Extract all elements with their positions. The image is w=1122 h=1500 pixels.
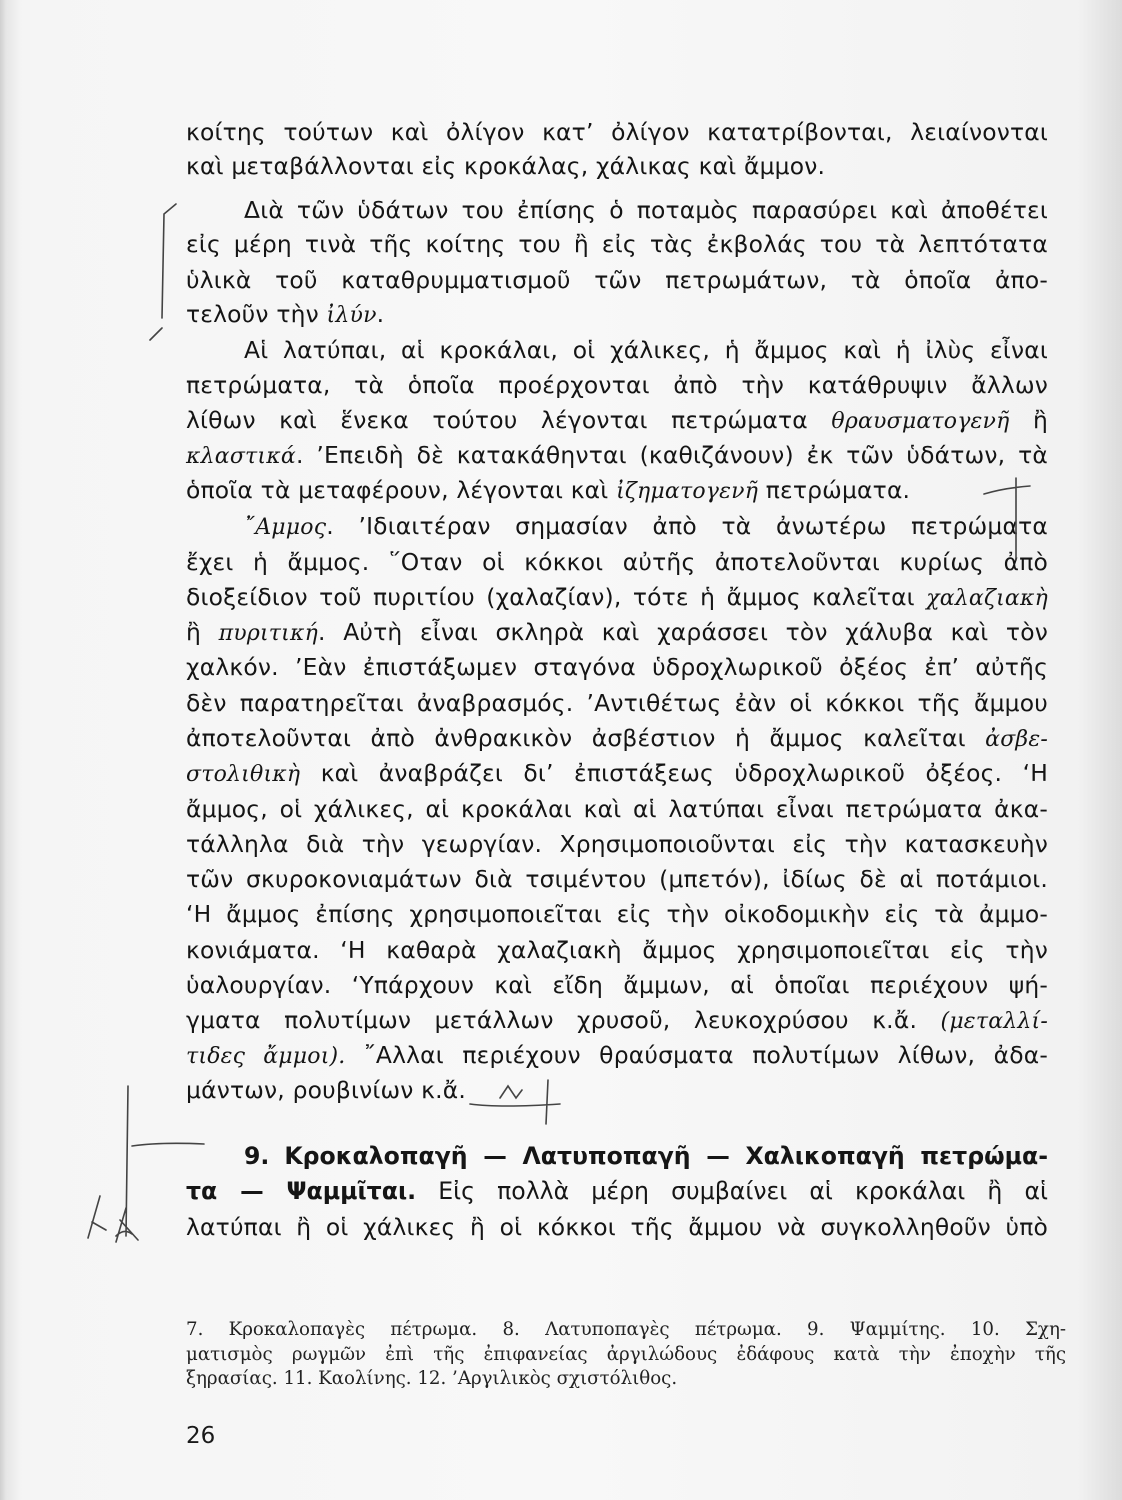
body-line: ἀποτελοῦνται ἀπὸ ἀνθρακικὸν ἀσβέστιον ἡ ἄμμος καλεῖται ἀσβε- [186,724,1048,752]
body-line: χαλκόν. ’Εὰν ἐπιστάξωμεν σταγόνα ὑδροχλωρικοῦ ὀξέος ἐπ’ αὐτῆς [186,653,1048,681]
footnote-line: 7. Κροκαλοπαγὲς πέτρωμα. 8. Λατυποπαγὲς πέτρωμα. 9. Ψαμμίτης. 10. Σχη- [186,1319,1066,1340]
body-line: διοξείδιον τοῦ πυριτίου (χαλαζίαν), τότε ἡ ἄμμος καλεῖται χαλαζιακὴ [186,583,1048,611]
page-number: 26 [186,1423,216,1449]
body-line: ἄμμος, οἱ χάλικες, αἱ κροκάλαι καὶ αἱ λατύπαι εἶναι πετρώματα ἀκα- [186,795,1048,823]
body-line: πετρώματα, τὰ ὁποῖα προέρχονται ἀπὸ τὴν κατάθρυψιν ἄλλων [186,371,1048,399]
body-line: ἔχει ἡ ἄμμος. ῞Οταν οἱ κόκκοι αὐτῆς ἀποτελοῦνται κυρίως ἀπὸ [186,548,1048,576]
body-line: ‘Η ἄμμος ἐπίσης χρησιμοποιεῖται εἰς τὴν οἰκοδομικὴν εἰς τὰ ἀμμο- [186,900,1048,928]
body-line: Αἱ λατύπαι, αἱ κροκάλαι, οἱ χάλικες, ἡ ἄμμος καὶ ἡ ἰλὺς εἶναι [244,336,1048,364]
body-line: λίθων καὶ ἕνεκα τούτου λέγονται πετρώματα θραυσματογενῆ ἢ [186,406,1048,434]
body-line: στολιθικὴ καὶ ἀναβράζει δι’ ἐπιστάξεως ὑδροχλωρικοῦ ὀξέος. ‘Η [186,759,1048,787]
body-line: μάντων, ρουβινίων κ.ἄ. [186,1076,467,1104]
footnote-line: ματισμὸς ρωγμῶν ἐπὶ τῆς ἐπιφανείας ἀργιλώδους ἐδάφους κατὰ τὴν ἐποχὴν τῆς [186,1344,1066,1365]
body-line: κλαστικά. ’Επειδὴ δὲ κατακάθηνται (καθιζάνουν) ἐκ τῶν ὑδάτων, τὰ [186,441,1048,469]
body-line: τιδες ἄμμοι). ῎Αλλαι περιέχουν θραύσματα πολυτίμων λίθων, ἀδα- [186,1041,1048,1069]
body-line: ὑλικὰ τοῦ καταθρυμματισμοῦ τῶν πετρωμάτων, τὰ ὁποῖα ἀπο- [186,266,1048,294]
body-line: τῶν σκυροκονιαμάτων διὰ τσιμέντου (μπετόν), ἰδίως δὲ αἱ ποτάμιοι. [186,865,1048,893]
body-line: γματα πολυτίμων μετάλλων χρυσοῦ, λευκοχρύσου κ.ἄ. (μεταλλί- [186,1006,1048,1034]
body-line: τελοῦν τὴν ἰλύν. [186,300,385,328]
footnote-line: ξηρασίας. 11. Καολίνης. 12. ’Αργιλικὸς σχιστόλιθος. [186,1368,678,1389]
body-line: ῎Αμμος. ’Ιδιαιτέραν σημασίαν ἀπὸ τὰ ἀνωτέρω πετρώματα [244,512,1048,540]
body-line: ὑαλουργίαν. ‘Υπάρχουν καὶ εἴδη ἄμμων, αἱ ὁποῖαι περιέχουν ψή- [186,971,1048,999]
body-line: κονιάματα. ‘Η καθαρὰ χαλαζιακὴ ἄμμος χρησιμοποιεῖται εἰς τὴν [186,936,1048,964]
section-heading-continued: τα — Ψαμμῖται. Εἰς πολλὰ μέρη συμβαίνει αἱ κροκάλαι ἢ αἱ [186,1177,1048,1205]
body-line: ὁποῖα τὰ μεταφέρουν, λέγονται καὶ ἰζηματογενῆ πετρώματα. [186,476,911,504]
margin-letters-mark [88,1196,138,1242]
body-line: καὶ μεταβάλλονται εἰς κροκάλας, χάλικας καὶ ἄμμον. [186,152,826,180]
body-line: λατύπαι ἢ οἱ χάλικες ἢ οἱ κόκκοι τῆς ἄμμου νὰ συγκολληθοῦν ὑπὸ [186,1213,1048,1241]
body-line: δὲν παρατηρεῖται ἀναβρασμός. ’Αντιθέτως ἐὰν οἱ κόκκοι τῆς ἄμμου [186,689,1048,717]
body-line: κοίτης τούτων καὶ ὀλίγον κατ’ ὀλίγον κατατρίβονται, λειαίνονται [186,118,1048,146]
body-line: τάλληλα διὰ τὴν γεωργίαν. Χρησιμοποιοῦνται εἰς τὴν κατασκευὴν [186,830,1048,858]
body-line: εἰς μέρη τινὰ τῆς κοίτης του ἢ εἰς τὰς ἐκβολάς του τὰ λεπτότατα [186,230,1048,258]
margin-bracket-mark [150,204,176,340]
body-line: Διὰ τῶν ὑδάτων του ἐπίσης ὁ ποταμὸς παρασύρει καὶ ἀποθέτει [244,196,1048,224]
section-heading: 9. Κροκαλοπαγῆ — Λατυποπαγῆ — Χαλικοπαγῆ πετρώμα- [244,1142,1048,1170]
body-line: ἢ πυριτική. Αὐτὴ εἶναι σκληρὰ καὶ χαράσσει τὸν χάλυβα καὶ τὸν [186,618,1048,646]
